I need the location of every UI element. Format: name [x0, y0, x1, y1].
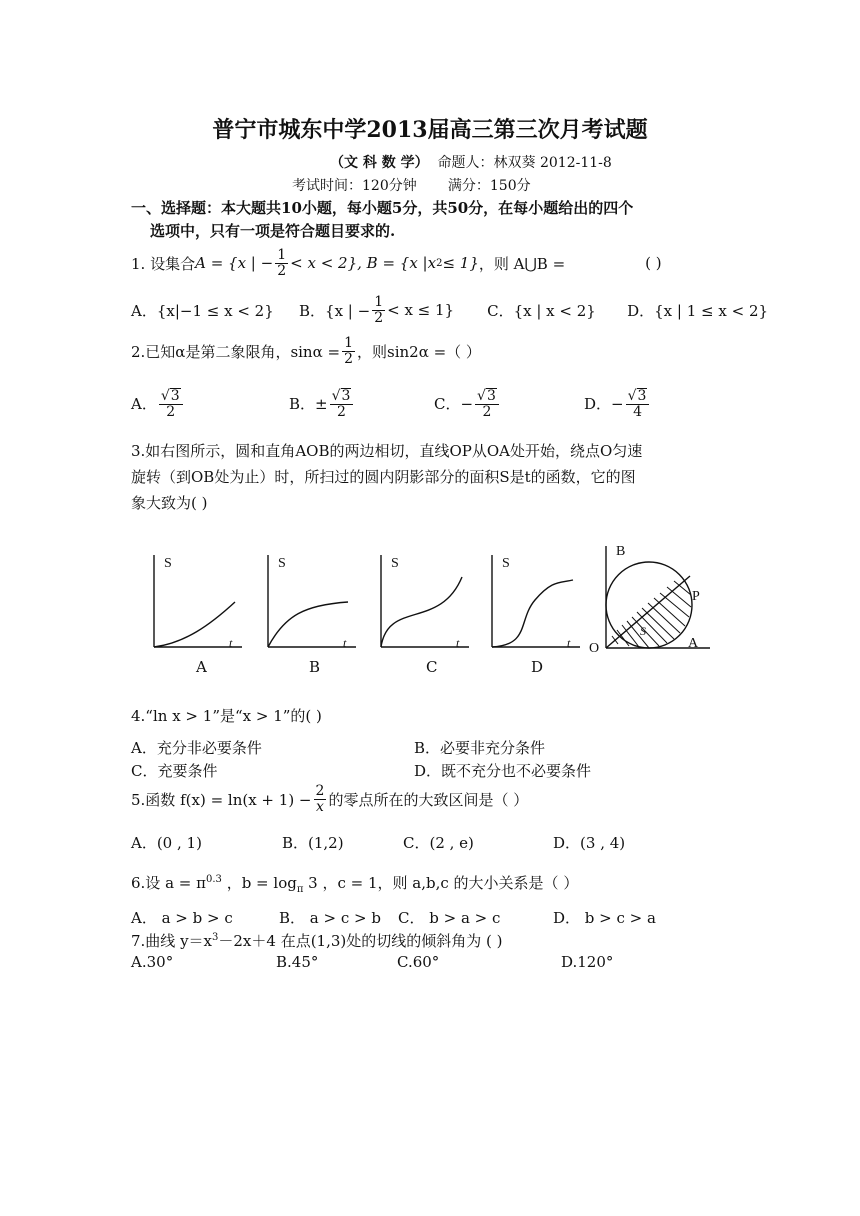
q2-frac-num: 1 — [344, 335, 353, 351]
q2-text-post: ，则sin2α =（ ） — [357, 342, 481, 361]
q2-option-d-label: D．− — [584, 395, 624, 414]
subject-label: （文 科 数 学） — [330, 155, 429, 171]
question-7 — [131, 930, 503, 951]
q1-options — [131, 295, 768, 325]
q5-option-c: C．(2 , e) — [403, 834, 474, 852]
q2-option-b-rad: 3 — [341, 388, 351, 404]
q2-option-b-frac — [330, 388, 354, 419]
q1-fraction — [275, 248, 288, 278]
graph-b-curve — [268, 602, 348, 647]
graph-d-caption: D — [531, 658, 544, 676]
q2-option-d-den: 4 — [633, 403, 642, 420]
q1-option-b-fraction — [372, 295, 385, 325]
q5-frac-den: x — [316, 798, 324, 815]
q2-option-b-label: B．± — [289, 395, 328, 414]
q2-option-a-frac — [159, 388, 183, 419]
q2-text-pre: 2.已知α是第二象限角，sinα = — [131, 342, 341, 361]
q2-option-c-label: C．− — [434, 395, 474, 414]
q7-text-b: －2x＋4 在点(1,3)处的切线的倾斜角为 ( ) — [218, 932, 503, 950]
q2-option-a-rad: 3 — [170, 388, 180, 404]
q2-option-b-num: √3 — [330, 388, 354, 405]
q2-option-b-den: 2 — [337, 403, 346, 420]
section-heading-line1: 一、选择题：本大题共10小题，每小题5分，共50分，在每小题给出的四个 — [131, 199, 634, 217]
q7-exponent: 3 — [212, 932, 219, 943]
q4-option-d: D．既不充分也不必要条件 — [414, 762, 592, 780]
q1-set-b: ≤ 1} — [442, 254, 479, 273]
q3-line1: 3.如右图所示，圆和直角AOB的两边相切，直线OP从OA处开始，绕点O匀速 — [131, 442, 643, 460]
question-2 — [131, 336, 481, 366]
q7-option-a: A.30° — [131, 953, 174, 971]
q2-option-c-num: √3 — [475, 388, 499, 405]
exam-title: 普宁市城东中学2013届高三第三次月考试题 — [212, 117, 648, 143]
graph-c-s-label: S — [391, 556, 399, 571]
q5-post: 的零点所在的大致区间是（ ） — [328, 790, 529, 809]
q6-option-c: C． b > a > c — [398, 909, 501, 927]
q2-option-d-rad: 3 — [637, 388, 647, 404]
q1-frac-den: 2 — [277, 262, 287, 279]
q6-text-c: 3 ，c = 1，则 a,b,c 的大小关系是（ ） — [303, 874, 579, 892]
q1-set-a: A = {x | − — [195, 254, 274, 273]
section-heading-line2: 选项中，只有一项是符合题目要求的. — [150, 222, 396, 240]
q2-option-d — [584, 388, 651, 419]
figure-label-a: A — [688, 636, 699, 651]
q1-tail: ，则 A⋃B = — [478, 254, 566, 273]
graph-c-caption: C — [426, 658, 438, 676]
q1-paren: ( ) — [645, 254, 662, 273]
q2-option-a-label: A． — [131, 395, 157, 414]
q2-frac-den: 2 — [344, 350, 353, 367]
q6-option-a: A． a > b > c — [131, 909, 233, 927]
score-info: 满分：150分 — [447, 178, 531, 194]
q2-option-c — [434, 388, 584, 419]
graph-b-t-label: t — [343, 636, 347, 650]
question-1: 1. 设集合 A = {x | − $\frac{1}{2}$ < x < 2}, B = {x |x 2 ≤ 1} ，则 A⋃B = ( ) — [131, 247, 662, 279]
q3-line2: 旋转（到OB处为止）时，所扫过的圆内阴影部分的面积S是t的函数，它的图 — [131, 468, 636, 486]
figure-label-s: S — [640, 624, 646, 638]
q2-option-d-num: √3 — [626, 388, 650, 405]
q1-prefix: 1. 设集合 — [131, 254, 196, 273]
q7-option-c: C.60° — [397, 953, 440, 971]
q1-option-b-den: 2 — [374, 309, 384, 326]
q2-option-a-num: √3 — [159, 388, 183, 405]
q5-fraction — [314, 784, 327, 814]
q7-text-a: 7.曲线 y＝x — [131, 932, 213, 950]
q6-option-b: B． a > c > b — [279, 909, 381, 927]
question-4: 4.“ln x > 1”是“x > 1”的( ) — [131, 707, 322, 725]
q7-option-b: B.45° — [276, 953, 319, 971]
q5-frac-num: 2 — [315, 783, 325, 799]
graph-a-t-label: t — [229, 636, 233, 650]
graph-c-t-label: t — [456, 636, 460, 650]
q1-option-b-num: 1 — [374, 294, 384, 310]
graph-a-s-label: S — [164, 556, 172, 571]
q2-option-c-rad: 3 — [486, 388, 496, 404]
figure-shading — [612, 581, 691, 648]
graph-a-curve — [154, 602, 235, 647]
q1-set-rest: < x < 2}, B = {x |x — [290, 254, 437, 273]
graph-a-caption: A — [196, 658, 207, 676]
q6-log-base: π — [296, 884, 304, 895]
q3-line3: 象大致为( ) — [131, 494, 208, 512]
graph-d-t-label: t — [567, 636, 571, 650]
time-info: 考试时间：120分钟 — [292, 178, 417, 194]
graph-d-s-label: S — [502, 556, 510, 571]
q1-option-b-post: < x ≤ 1} — [387, 301, 455, 320]
graph-b-caption: B — [309, 658, 321, 676]
q1-option-d: D．{x | 1 ≤ x < 2} — [627, 301, 769, 320]
q6-text-a: 6.设 a = π — [131, 874, 206, 892]
q7-option-d: D.120° — [561, 953, 614, 971]
figure-label-b: B — [616, 544, 626, 559]
q2-option-d-frac — [626, 388, 650, 419]
graph-b-s-label: S — [278, 556, 286, 571]
question-6 — [131, 872, 578, 895]
q2-option-c-frac — [475, 388, 499, 419]
graph-d-curve — [492, 580, 573, 647]
q2-fraction — [342, 336, 355, 366]
question-5 — [131, 784, 528, 814]
q5-pre: 5.函数 f(x) = ln(x + 1) − — [131, 790, 312, 809]
q1-option-a: A．{x|−1 ≤ x < 2} — [131, 301, 274, 320]
q5-option-d: D．(3 , 4) — [553, 834, 626, 852]
q6-option-d: D． b > c > a — [553, 909, 656, 927]
exam-info — [292, 175, 531, 195]
q6-exponent: 0.3 — [206, 874, 222, 885]
q2-options — [131, 388, 651, 419]
figure-label-o: O — [589, 641, 600, 656]
q2-option-a-den: 2 — [166, 403, 176, 420]
q4-option-a: A．充分非必要条件 — [131, 739, 262, 757]
q4-option-b: B．必要非充分条件 — [414, 739, 546, 757]
graph-c-curve — [381, 577, 462, 647]
q1-option-b-pre: B．{x | − — [299, 301, 371, 320]
q2-option-b — [289, 388, 434, 419]
q1-frac-num: 1 — [277, 247, 287, 263]
q4-option-c: C．充要条件 — [131, 762, 218, 780]
q2-option-a — [131, 388, 289, 419]
q2-option-c-den: 2 — [482, 403, 492, 420]
q5-option-a: A．(0 , 1) — [131, 834, 202, 852]
q1-option-c: C．{x | x < 2} — [487, 301, 596, 320]
figure-label-p: P — [692, 589, 700, 604]
author-label: 命题人：林双葵 2012-11-8 — [437, 155, 612, 171]
exam-subject — [330, 152, 612, 172]
q6-text-b: ，b = log — [226, 874, 297, 892]
q5-option-b: B．(1,2) — [282, 834, 344, 852]
